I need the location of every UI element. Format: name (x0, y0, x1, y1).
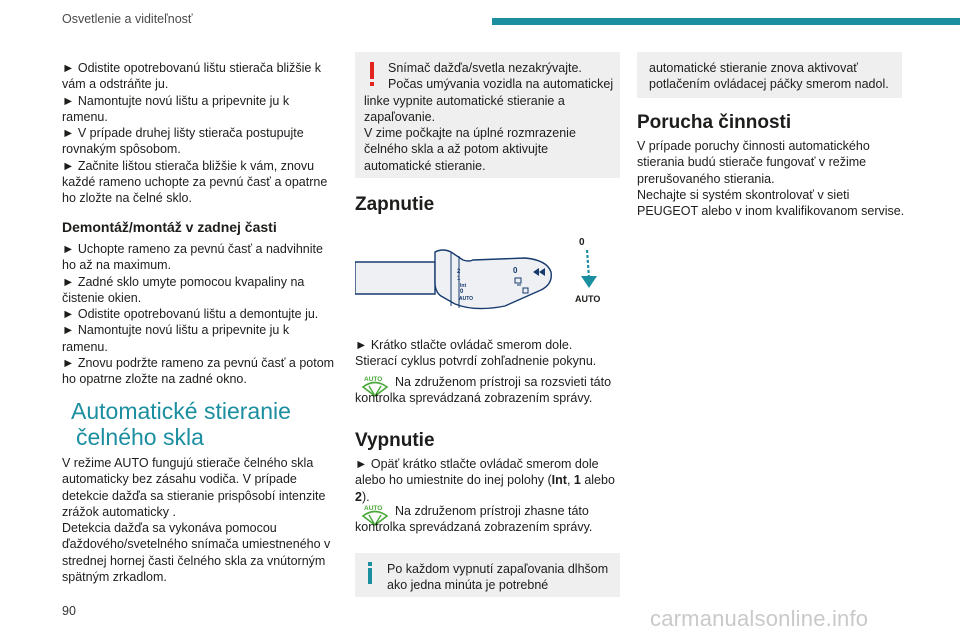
stalk-label-auto-small: AUTO (459, 296, 474, 302)
paragraph: V prípade poruchy činnosti automatického stierania budú stierače fungovať v režime prerušovaného stierania. (637, 139, 870, 186)
on-lamp-text (355, 374, 617, 407)
stalk-label-0: 0 (460, 289, 464, 295)
auto-icon-label: AUTO (364, 376, 383, 383)
off-text (355, 456, 620, 505)
step: ► V prípade druhej lišty stierača postupujte rovnakým spôsobom. (62, 126, 304, 157)
page-number: 90 (62, 604, 76, 618)
auto-text (62, 455, 337, 585)
info-text: Po každom vypnutí zapaľovania dlhšom ako jedna minúta je potrebné (387, 562, 609, 593)
step: ► Znovu podržte rameno za pevnú časť a potom ho opatrne zložte na zadné okno. (62, 356, 335, 387)
off-step-part: ► Opäť krátko stlačte ovládač smerom dole alebo ho umiestnite do inej polohy ( (355, 457, 599, 488)
step: ► Namontujte novú lištu a pripevnite ju k ramenu. (62, 93, 290, 124)
off-or: alebo (580, 473, 615, 488)
section-heading-on: Zapnutie (355, 194, 435, 215)
figure-label-auto: AUTO (575, 294, 601, 304)
step: ► Odistite opotrebovanú lištu stierača bližšie k vám a odstráňte ju. (62, 61, 322, 92)
stalk-label-int: Int (460, 283, 467, 289)
watermark: carmanualsonline.info (650, 606, 869, 631)
stalk-body (435, 250, 551, 309)
step: ► Krátko stlačte ovládač smerom dole. (355, 338, 573, 352)
position-int: Int (551, 473, 567, 488)
off-sep: , (566, 473, 574, 488)
stalk-label-1: 1 (457, 276, 461, 282)
column-1 (62, 60, 337, 388)
warning-text (364, 60, 616, 174)
paragraph: Na združenom prístroji zhasne táto kontrolka sprevádzaná zobrazením správy. (355, 504, 593, 535)
heading-line: čelného skla (76, 424, 204, 450)
warning-line: Snímač dažďa/svetla nezakrývajte. (388, 61, 582, 75)
stalk-label-2: 2 (457, 269, 461, 275)
down-arrow-shaft (587, 250, 589, 278)
warning-line: V zime počkajte na úplné rozmrazenie čelného skla a až potom aktivujte automatické stieranie. (364, 126, 576, 173)
step: ► Začnite lištou stierača bližšie k vám, znovu každé rameno uchopte za pevnú časť a opatrne ho zložte na čelné sklo. (62, 158, 328, 206)
wiper-stalk-figure (355, 230, 605, 320)
position-1: 1 (573, 473, 581, 488)
header-bar (492, 18, 960, 25)
step: ► Zadné sklo umyte pomocou kvapaliny na čistenie okien. (62, 274, 305, 305)
section-heading-rear: Demontáž/montáž v zadnej časti (62, 218, 277, 235)
on-text (355, 337, 617, 370)
figure-label-0: 0 (579, 237, 585, 248)
info-text-continued: automatické stieranie znova aktivovať potlačením ovládacej páčky smerom nadol. (649, 61, 889, 92)
warning-line: Počas umývania vozidla na automatickej linke vypnite automatické stieranie a zapaľovanie. (364, 77, 614, 124)
heading-line: Automatické stieranie (71, 398, 291, 424)
section-heading-off: Vypnutie (355, 430, 435, 451)
section-heading-auto (62, 398, 342, 450)
auto-icon-label: AUTO (364, 505, 383, 512)
paragraph: Detekcia dažďa sa vykonáva pomocou ďaždového/svetelného snímača umiestneného v strednej hornej časti čelného skla za vnútorným spätným zrkadlom. (62, 521, 331, 585)
off-end: ). (361, 489, 370, 504)
step: ► Odistite opotrebovanú lištu a demontujte ju. (62, 307, 319, 322)
step: ► Uchopte rameno za pevnú časť a nadvihnite ho až na maximum. (62, 241, 323, 273)
down-arrow-head (581, 276, 597, 288)
stalk-ring-0: 0 (513, 266, 518, 275)
position-2: 2 (355, 489, 362, 504)
header-title: Osvetlenie a viditeľnosť (62, 12, 193, 26)
paragraph: Na združenom prístroji sa rozsvieti táto kontrolka sprevádzaná zobrazením správy. (355, 375, 612, 406)
fault-text (637, 138, 907, 219)
step (355, 456, 620, 505)
paragraph: Stierací cyklus potvrdí zohľadnenie pokynu. (355, 354, 597, 369)
section-heading-fault: Porucha činnosti (637, 112, 792, 133)
stalk-base (355, 262, 435, 294)
info-icon (366, 562, 374, 584)
paragraph: Nechajte si systém skontrolovať v sieti PEUGEOT alebo v inom kvalifikovanom servise. (637, 187, 905, 219)
step: ► Namontujte novú lištu a pripevnite ju k ramenu. (62, 323, 290, 354)
off-lamp-text (355, 503, 617, 536)
paragraph: V režime AUTO fungujú stierače čelného skla automaticky bez zásahu vodiča. V prípade detekcie dažďa sa stieranie prispôsobí intenzite zrážok automaticky . (62, 456, 326, 519)
